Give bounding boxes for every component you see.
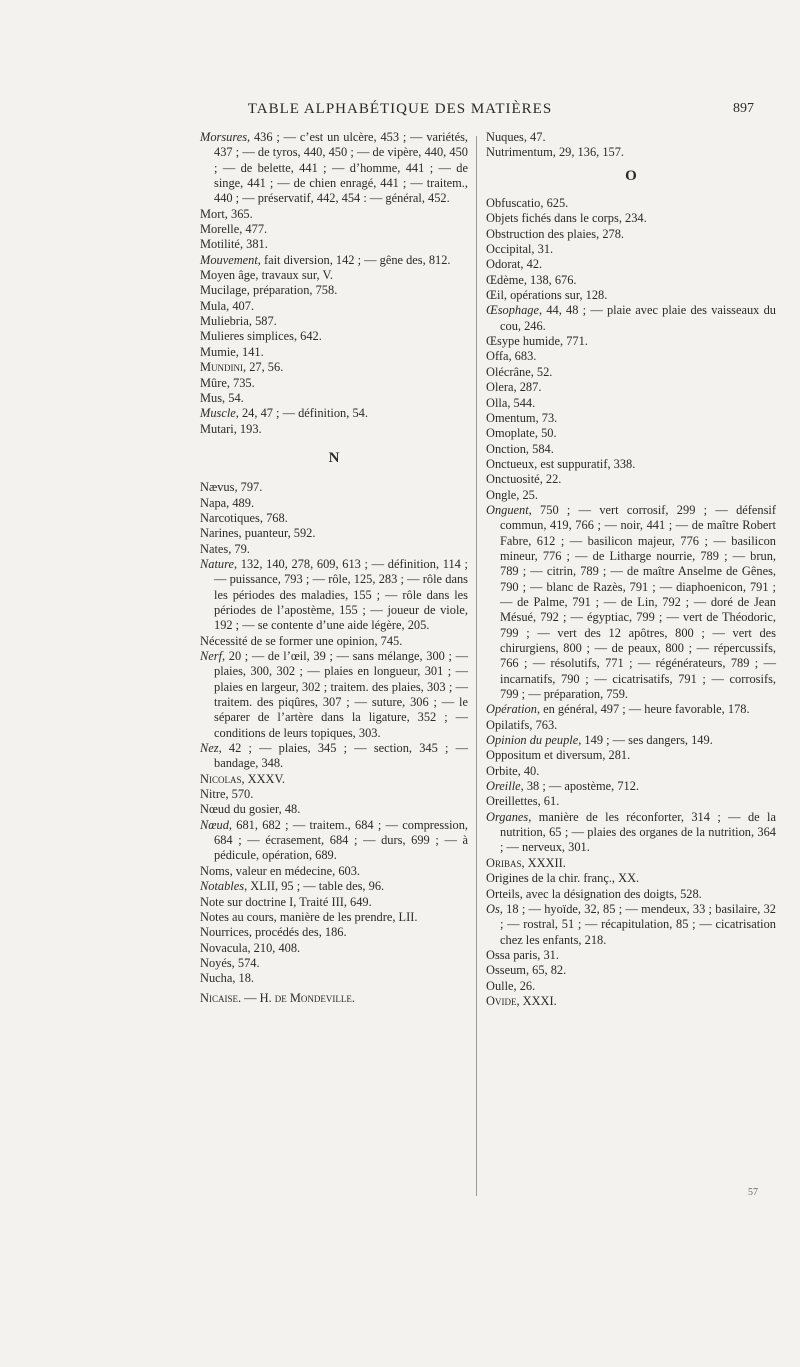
entry-term: Mutari [200,421,234,436]
entry-term: Osseum [486,963,526,978]
entry-references: , XLII, 95 ; — table des, 96. [244,879,385,894]
section-letter: N [328,449,340,466]
entry-term: Omentum [486,410,536,425]
entry-term: Morelle [200,222,240,237]
entry-references: , 20 ; — de l’œil, 39 ; — sans mélange, 300 ; — plaies, 300, 302 ; — plaies en longueur, 301 ; — plaies en largeur, 302 ; traitem. des plaies, 303 ; — traitem. des piqûres, 307 ; — suture, 306 ; — le séparer de l’artère dans la ligature, 352 ; — conditions de leurs topiques, 303. [214,649,468,740]
index-entry [486,257,776,272]
entry-references: , préparation, 758. [246,283,338,298]
index-entry [486,411,776,426]
entry-term: Olla [486,395,508,410]
entry-references: , 47. [523,130,546,144]
index-entry [486,442,776,457]
index-entry [486,764,776,779]
index-entry [200,864,468,879]
entry-references: , 25. [516,487,538,502]
entry-term: Œsype [486,334,520,349]
entry-references: paris, 31. [510,947,559,962]
entry-references: des plaies, 278. [544,226,625,241]
page-title: TABLE ALPHABÉTIQUE DES MATIÈRES [247,101,553,117]
index-entry [200,422,468,437]
index-entry [200,314,468,329]
index-entry [486,380,776,395]
index-entry [200,941,468,956]
entry-term: Mouvement [200,252,258,267]
entry-term: Occipital [486,242,532,257]
entry-term: Mulieres simplices [200,329,294,344]
index-entry [200,360,468,375]
entry-term: Novacula [200,940,248,955]
entry-references: , 407. [226,298,255,313]
entry-references: , 477. [239,222,268,237]
entry-references: , 18 ; — hyoïde, 32, 85 ; — mendeux, 33 ; basilaire, 32 ; — rostral, 51 ; — récapitulation, 85 ; — cicatrisation chez les enfants, 218. [499,901,776,947]
index-entry [200,634,468,649]
entry-references: , 29, 136, 157. [552,145,625,160]
entry-references: fichés dans le corps, 234. [518,211,647,226]
index-entry [200,299,468,314]
entry-references: , 40. [517,763,540,778]
entry-term: Œdème [486,272,524,287]
entry-references: , puanteur, 592. [238,526,316,541]
entry-term: Muliebria [200,314,249,329]
entry-references: , est suppuratif, 338. [534,456,636,471]
entry-references: , 42 ; — plaies, 345 ; — section, 345 ; — bandage, 348. [214,741,468,771]
entry-references: , fait diversion, 142 ; — gêne des, 812. [257,252,451,267]
entry-references: au cours, manière de les prendre, LII. [228,909,418,924]
index-entry [200,329,468,344]
index-entry [200,480,468,495]
entry-references: , 750 ; — vert corrosif, 299 ; — défensif commun, 419, 766 ; — noir, 441 ; — de maître Robert Fabre, 612 ; — basilicon majeur, 776 ; — basilicon mineur, 776 ; — de Litharge nourrie, 789 ; — brun, 789 ; — citrin, 789 ; — de maître Anselme de Gênes, 790 ; — blanc de Razès, 791 ; — diaphoenicon, 791 ; — de Palme, 791 ; — de Lin, 792 ; — doré de Jean Mésué, 792 ; — égyptiac, 799 ; — vert de Théodoric, 799 ; — vert des 12 apôtres, 800 ; — vert des chirurgiens, 800 ; — de peaux, 800 ; — répercussifs, 766 ; — résolutifs, 771 ; — régénérateurs, 789 ; — incarnatifs, 790 ; — cicatrisatifs, 791 ; — corrosifs, 799 ; — préparation, 759. [500,502,776,702]
entry-references: du gosier, 48. [230,802,301,817]
entry-term: Oribas [486,855,522,870]
index-entry [200,772,468,787]
entry-references: , opérations sur, 128. [503,288,608,303]
index-entry [486,349,776,364]
printer-signature: 57 [748,1187,758,1198]
entry-term: Note [200,894,225,909]
entry-references: , XXXII. [521,855,566,870]
entry-references: , 149 ; — ses dangers, 149. [578,733,713,748]
entry-term: Moyen âge [200,268,256,283]
entry-term: Obfuscatio [486,196,541,211]
entry-references: , travaux sur, V. [255,268,333,283]
entry-term: Nævus [200,480,235,495]
entry-references: , avec la désignation des doigts, 528. [519,886,702,901]
entry-references: , procédés des, 186. [248,925,347,940]
entry-term: Ongle [486,487,517,502]
left-column [200,130,468,1006]
entry-term: Os [486,901,500,916]
index-entry [486,488,776,503]
entry-references: , XXXI. [516,993,557,1008]
entry-term: Nœud [200,817,229,832]
entry-references: , 38 ; — apostème, 712. [520,779,640,794]
entry-term: Olécrâne [486,364,531,379]
entry-term: Objets [486,211,519,226]
entry-term: Omoplate [486,426,535,441]
index-entry [486,211,776,226]
index-entry [486,948,776,963]
index-entry [486,871,776,886]
index-entry [486,794,776,809]
column-divider [476,136,477,1196]
index-entry [200,253,468,268]
entry-term: Nécessité [200,633,248,648]
entry-term: Mucilage [200,283,247,298]
entry-term: Œil [486,288,504,303]
entry-references: , 544. [507,395,536,410]
index-entry [200,391,468,406]
entry-term: Opération [486,702,537,717]
entry-term: Nutrimentum [486,145,553,160]
entry-references: , manière de les réconforter, 314 ; — de la nutrition, 65 ; — plaies des organes de la nutrition, 364 ; — nerveux, 301. [500,809,776,855]
index-entry [486,718,776,733]
index-entry [486,242,776,257]
entry-term: Nourrices [200,925,249,940]
entry-references: humide, 771. [519,334,588,349]
entry-term: Oreillettes [486,794,538,809]
index-entry [200,910,468,925]
entry-references: , 584. [525,441,554,456]
entry-term: Notes [200,909,229,924]
index-entry [200,526,468,541]
index-entry [486,472,776,487]
index-entry [486,810,776,856]
index-entry [200,649,468,741]
entry-references: , 570. [225,787,254,802]
index-entry [486,227,776,242]
index-entry [200,895,468,910]
entry-references: , 138, 676. [523,272,577,287]
index-entry [200,345,468,360]
entry-term: Organes [486,809,529,824]
entry-term: Notables [200,879,245,894]
index-entry [486,288,776,303]
entry-references: , 61. [537,794,560,809]
entry-references: sur doctrine I, Traité III, 649. [224,894,372,909]
section-letter: O [625,167,637,184]
entry-term: Noyés [200,955,232,970]
entry-references: , 141. [235,344,264,359]
entry-references: , 574. [231,955,260,970]
entry-term: Motilité [200,237,240,252]
index-entry [200,376,468,391]
entry-references: , 42. [520,257,543,272]
index-entry [486,273,776,288]
entry-references: , 210, 408. [247,940,301,955]
right-column [486,130,776,1009]
entry-term: Mus [200,390,223,405]
entry-references: , 65, 82. [525,963,567,978]
entry-references: , 18. [232,971,255,986]
entry-references: , 22. [539,472,562,487]
entry-term: Nicolas [200,771,242,786]
entry-term: Œsophage [486,303,539,318]
entry-term: Nez [200,741,219,756]
entry-term: Mort [200,206,225,221]
entry-term: Onctuosité [486,472,540,487]
entry-term: Narines [200,526,239,541]
index-entry [200,496,468,511]
entry-references: , 642. [293,329,322,344]
entry-term: Muscle [200,406,236,421]
index-entry [486,748,776,763]
entry-term: Mûre [200,375,227,390]
index-entry [486,503,776,702]
index-entry [200,130,468,207]
entry-term: Nucha [200,971,233,986]
entry-term: Origines [486,871,529,886]
index-entry [486,963,776,978]
index-entry [200,542,468,557]
entry-references: , 79. [228,541,250,556]
entry-term: Nates [200,541,229,556]
index-entry [200,237,468,252]
footnote: Nicaise. — H. de Mondeville. [200,990,355,1005]
index-entry [200,511,468,526]
index-entry [200,971,468,986]
index-entry [486,130,776,145]
entry-references: , 193. [233,421,262,436]
entry-term: Oulle [486,978,514,993]
entry-term: Opilatifs [486,717,530,732]
entry-term: Nœud [200,802,231,817]
index-entry [200,818,468,864]
entry-term: Nitre [200,787,226,802]
entry-references: , 27, 56. [243,360,284,375]
index-entry [486,145,776,160]
entry-term: Napa [200,495,227,510]
page-number: 897 [733,101,754,116]
entry-references: de se former une opinion, 745. [247,633,403,648]
entry-references: , 587. [248,314,277,329]
entry-term: Obstruction [486,226,545,241]
entry-references: , 735. [226,375,255,390]
entry-references: , 763. [529,717,558,732]
entry-references: , 73. [535,410,558,425]
entry-term: Ovide [486,993,517,1008]
index-entry [486,856,776,871]
entry-references: , 52. [530,364,553,379]
entry-term: Oppositum [486,748,542,763]
index-entry [200,268,468,283]
entry-references: , 683. [508,349,537,364]
page-header [0,97,800,121]
index-entry [200,557,468,634]
entry-references: et diversum, 281. [541,748,631,763]
entry-references: , valeur en médecine, 603. [229,863,361,878]
entry-references: , 50. [534,426,557,441]
index-entry [486,887,776,902]
index-entry [200,925,468,940]
entry-term: Opinion du peuple [486,733,579,748]
index-entry [486,702,776,717]
index-entry [200,802,468,817]
index-entry [486,396,776,411]
index-entry [200,222,468,237]
index-entry [486,994,776,1009]
entry-term: Mundini [200,360,244,375]
entry-term: Mumie [200,344,236,359]
index-entry [200,741,468,772]
entry-references: , 31. [531,242,554,257]
entry-term: Onction [486,441,526,456]
entry-references: de la chir. franç., XX. [528,871,640,886]
entry-term: Nerf [200,649,223,663]
entry-references: , 381. [239,237,268,252]
entry-term: Orteils [486,886,520,901]
entry-references: , 625. [540,196,569,211]
entry-references: , 287. [513,380,542,395]
index-entry [200,207,468,222]
index-entry [486,196,776,211]
index-entry [486,365,776,380]
entry-term: Onctueux [486,456,535,471]
entry-references: , 24, 47 ; — définition, 54. [235,406,368,421]
entry-term: Narcotiques [200,510,260,525]
entry-term: Olera [486,380,514,395]
entry-term: Onguent [486,502,529,517]
entry-term: Ossa [486,947,511,962]
entry-references: , en général, 497 ; — heure favorable, 178. [536,702,750,717]
entry-term: Mula [200,298,227,313]
entry-term: Orbite [486,763,518,778]
entry-references: , 681, 682 ; — traitem., 684 ; — compression, 684 ; — écrasement, 684 ; — durs, 699 ; — à pédicule, opération, 689. [214,817,468,863]
entry-term: Noms [200,863,230,878]
index-entry [200,879,468,894]
entry-term: Offa [486,349,509,364]
index-entry [486,334,776,349]
index-entry [200,283,468,298]
index-entry [200,787,468,802]
entry-references: , 768. [259,510,288,525]
entry-term: Oreille [486,779,521,794]
index-entry [486,902,776,948]
index-entry [486,457,776,472]
entry-references: , 26. [513,978,536,993]
index-entry [200,406,468,421]
entry-references: , 132, 140, 278, 609, 613 ; — définition, 114 ; — puissance, 793 ; — rôle, 125, 283 ; — rôle dans les périodes des maladies, 155 ; — rôle dans les périodes de l’apostème, 155 ; — joueur de viole, 192 ; — se contente d’une aide légère, 205. [214,556,468,633]
entry-references: , 365. [224,206,253,221]
entry-term: Morsures [200,130,248,144]
entry-references: , 489. [226,495,255,510]
entry-term: Nature [200,556,234,571]
index-entry [486,779,776,794]
entry-references: , 436 ; — c’est un ulcère, 453 ; — variétés, 437 ; — de tyros, 440, 450 ; — de vipère, 440, 450 ; — de belette, 441 ; — d’homme, 441 ; — de singe, 441 ; — de chien enragé, 441 ; — traitem., 440 ; — préservatif, 442, 454 : — général, 452. [214,130,468,206]
index-entry [486,979,776,994]
index-entry [200,956,468,971]
index-entry [486,426,776,441]
entry-references: , 54. [222,390,244,405]
entry-references: , 797. [234,480,263,495]
entry-term: Nuques [486,130,524,144]
entry-term: Odorat [486,257,521,272]
entry-references: , 44, 48 ; — plaie avec plaie des vaisseaux du cou, 246. [500,303,776,333]
index-entry [486,733,776,748]
entry-references: , XXXV. [241,771,285,786]
index-entry [486,303,776,334]
